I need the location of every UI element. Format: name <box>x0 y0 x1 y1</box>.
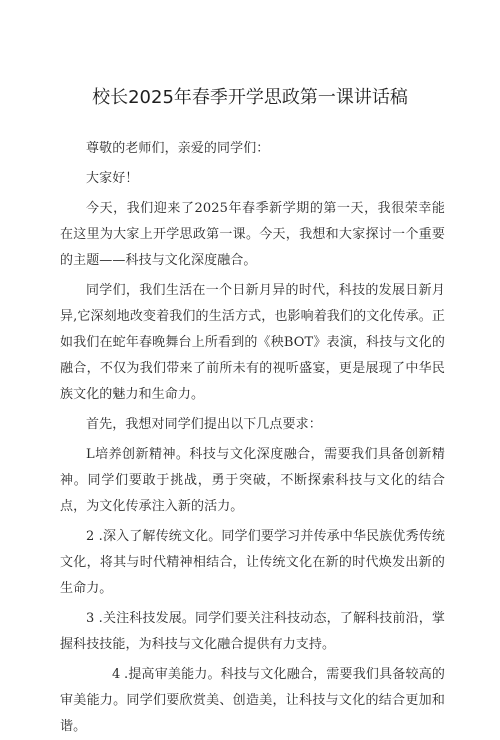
requirement-item-1: L培养创新精神。科技与文化深度融合，需要我们具备创新精神。同学们要敢于挑战，勇于突破，不断探索科技与文化的结合点，为文化传承注入新的活力。 <box>60 447 445 514</box>
salutation-paragraph: 尊敬的老师们，亲爱的同学们： <box>86 141 270 156</box>
requirement-item-2: 2 .深入了解传统文化。同学们要学习并传承中华民族优秀传统文化，将其与时代精神相结合，让传统文化在新的时代焕发出新的生命力。 <box>60 529 445 596</box>
document-body <box>60 136 445 740</box>
requirements-intro-paragraph: 首先，我想对同学们提出以下几点要求： <box>86 417 322 432</box>
context-paragraph: 同学们，我们生活在一个日新月异的时代，科技的发展日新月异,它深刻地改变着我们的生活方式，也影响着我们的文化传承。正如我们在蛇年春晚舞台上所看到的《秧BOT》表演，科技与文化的融合，不仅为我们带来了前所未有的视听盛宴，更是展现了中华民族文化的魅力和生命力。 <box>60 283 445 402</box>
requirement-item-4-text: .提高审美能力。科技与文化融合，需要我们具备较高的审美能力。同学们要欣赏美、创造美，让科技与文化的结合更加和谐。 <box>60 667 445 734</box>
greeting-paragraph: 大家好！ <box>86 171 139 186</box>
requirement-item-4 <box>60 662 445 740</box>
requirement-item-3: 3 .关注科技发展。同学们要关注科技动态，了解科技前沿，掌握科技技能，为科技与文化融合提供有力支持。 <box>60 611 445 652</box>
document-title: 校长2025年春季开学思政第一课讲话稿 <box>92 87 408 108</box>
intro-paragraph: 今天，我们迎来了2025年春季新学期的第一天，我很荣幸能在这里为大家上开学思政第一课。今天，我想和大家探讨一个重要的主题——科技与文化深度融合。 <box>60 201 445 268</box>
requirement-item-4-number: 4 <box>112 667 121 682</box>
